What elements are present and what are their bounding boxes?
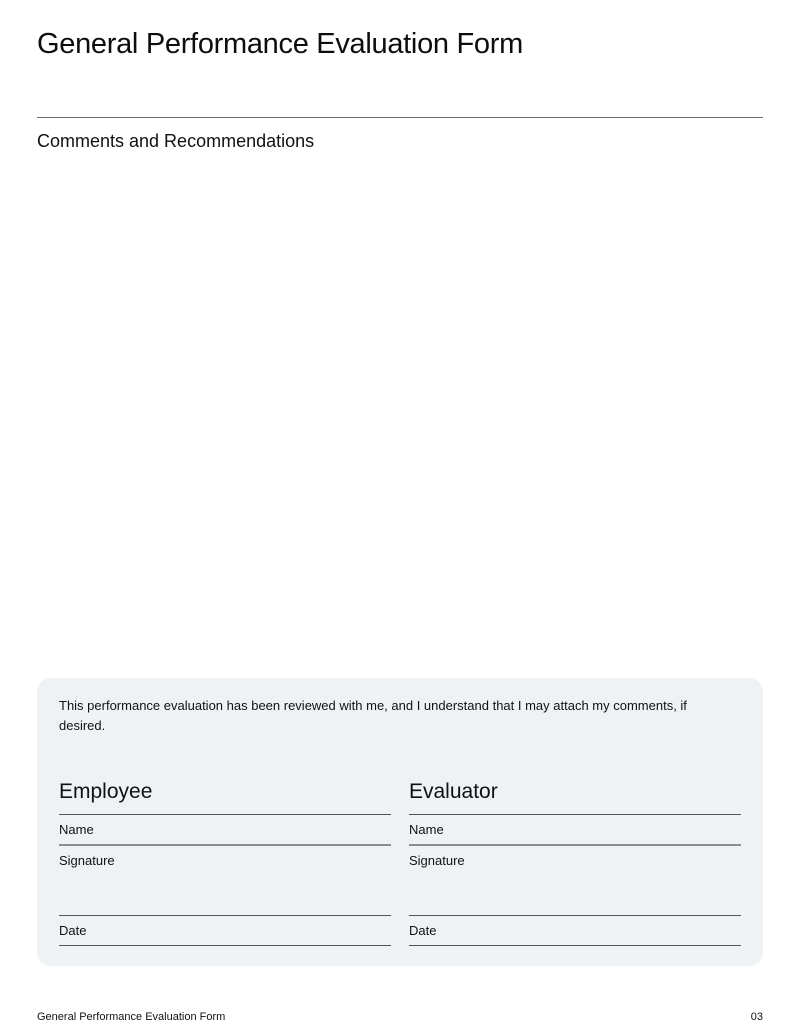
employee-date-field[interactable] xyxy=(59,916,391,945)
divider xyxy=(409,945,741,946)
title-divider xyxy=(37,117,763,118)
employee-heading: Employee xyxy=(59,780,153,803)
evaluator-signature-label: Signature xyxy=(409,853,465,868)
employee-signature-label: Signature xyxy=(59,853,115,868)
divider xyxy=(59,945,391,946)
footer-page-number: 03 xyxy=(750,1011,763,1023)
footer-document-title: General Performance Evaluation Form xyxy=(37,1011,226,1023)
comments-section-heading: Comments and Recommendations xyxy=(37,131,315,151)
employee-name-field[interactable] xyxy=(59,815,391,844)
acknowledgement-panel xyxy=(37,678,763,966)
evaluator-name-label: Name xyxy=(409,822,444,837)
comments-area[interactable] xyxy=(37,160,763,660)
evaluator-signature-field[interactable] xyxy=(409,846,741,915)
evaluator-date-field[interactable] xyxy=(409,916,741,945)
acknowledgement-statement: This performance evaluation has been reviewed with me, and I understand that I may attach my comments, if desired. xyxy=(59,698,687,733)
page-title: General Performance Evaluation Form xyxy=(37,28,523,60)
evaluator-signature-block xyxy=(409,778,741,946)
employee-signature-block xyxy=(59,778,391,946)
evaluator-name-field[interactable] xyxy=(409,815,741,844)
evaluator-date-label: Date xyxy=(409,923,437,938)
employee-signature-field[interactable] xyxy=(59,846,391,915)
employee-date-label: Date xyxy=(59,923,87,938)
evaluator-heading: Evaluator xyxy=(409,780,498,803)
employee-name-label: Name xyxy=(59,822,94,837)
